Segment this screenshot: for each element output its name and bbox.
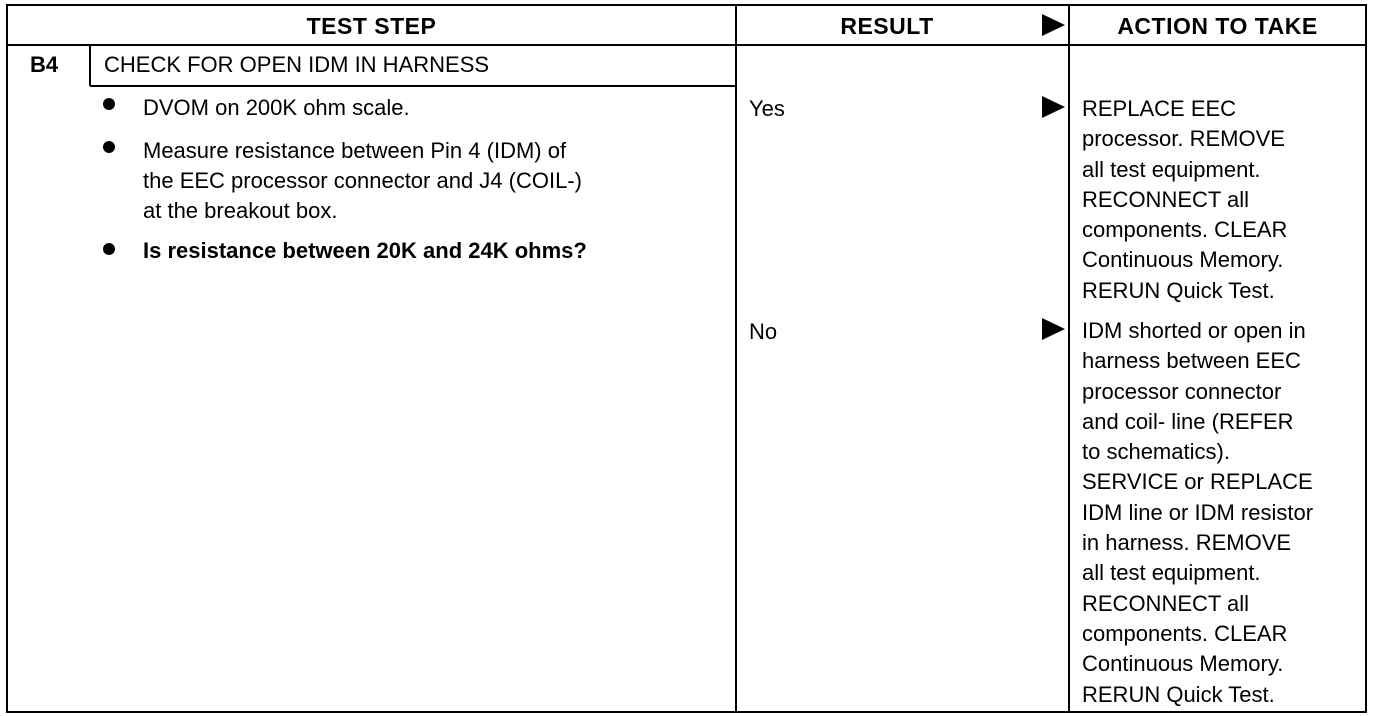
result-no-arrow-icon <box>1042 318 1065 340</box>
action-yes-line: processor. REMOVE <box>1082 126 1285 152</box>
header-bottom-border <box>6 44 1367 46</box>
action-no-line: harness between EEC <box>1082 348 1301 374</box>
action-no-line: processor connector <box>1082 378 1282 404</box>
left-border <box>6 4 8 713</box>
bullet-2-line-1: Measure resistance between Pin 4 (IDM) of <box>143 138 567 163</box>
action-no-line: RECONNECT all <box>1082 590 1250 616</box>
result-yes-arrow-icon <box>1042 96 1065 118</box>
step-title-underline <box>90 85 737 87</box>
action-no-line: to schematics). <box>1082 439 1230 465</box>
action-yes-line: RERUN Quick Test. <box>1082 277 1275 303</box>
action-yes-line: REPLACE EEC <box>1082 96 1237 121</box>
bullet-2-line-3: at the breakout box. <box>143 198 338 223</box>
action-no-line: SERVICE or REPLACE <box>1082 469 1313 495</box>
bullet-1-line-1: DVOM on 200K ohm scale. <box>143 95 410 120</box>
action-no-line: Continuous Memory. <box>1082 651 1284 677</box>
bottom-border <box>6 711 1367 713</box>
bullet-3-line-1: Is resistance between 20K and 24K ohms? <box>143 238 587 263</box>
action-yes-line: all test equipment. <box>1082 156 1261 182</box>
step-id: B4 <box>30 52 59 77</box>
step-title: CHECK FOR OPEN IDM IN HARNESS <box>104 52 490 77</box>
action-no-line: and coil- line (REFER <box>1082 408 1294 434</box>
header-test-step: TEST STEP <box>306 13 437 39</box>
action-yes-line: components. CLEAR <box>1082 217 1288 243</box>
result-no-label: No <box>749 319 778 344</box>
action-no <box>1082 316 1313 710</box>
test-step-column-divider <box>735 4 737 713</box>
right-border <box>1365 4 1367 713</box>
header-action: ACTION TO TAKE <box>1117 13 1318 39</box>
result-column-divider <box>1068 4 1070 713</box>
action-no-line: all test equipment. <box>1082 560 1261 586</box>
action-no-line: IDM shorted or open in <box>1082 318 1306 343</box>
header-result: RESULT <box>840 13 934 39</box>
bullet-icon-1 <box>103 98 115 110</box>
action-no-line: components. CLEAR <box>1082 620 1288 646</box>
action-no-line: IDM line or IDM resistor <box>1082 499 1314 525</box>
result-yes-label: Yes <box>749 96 785 121</box>
bullet-icon-3 <box>103 243 115 255</box>
header-arrow-icon <box>1042 14 1065 36</box>
action-no-line: RERUN Quick Test. <box>1082 681 1275 707</box>
action-yes <box>1082 94 1287 306</box>
bullet-icon-2 <box>103 141 115 153</box>
action-no-line: in harness. REMOVE <box>1082 530 1292 556</box>
id-column-divider <box>89 44 91 86</box>
action-yes-line: RECONNECT all <box>1082 186 1250 212</box>
bullet-2-line-2: the EEC processor connector and J4 (COIL-) <box>143 168 582 193</box>
action-yes-line: Continuous Memory. <box>1082 247 1284 273</box>
